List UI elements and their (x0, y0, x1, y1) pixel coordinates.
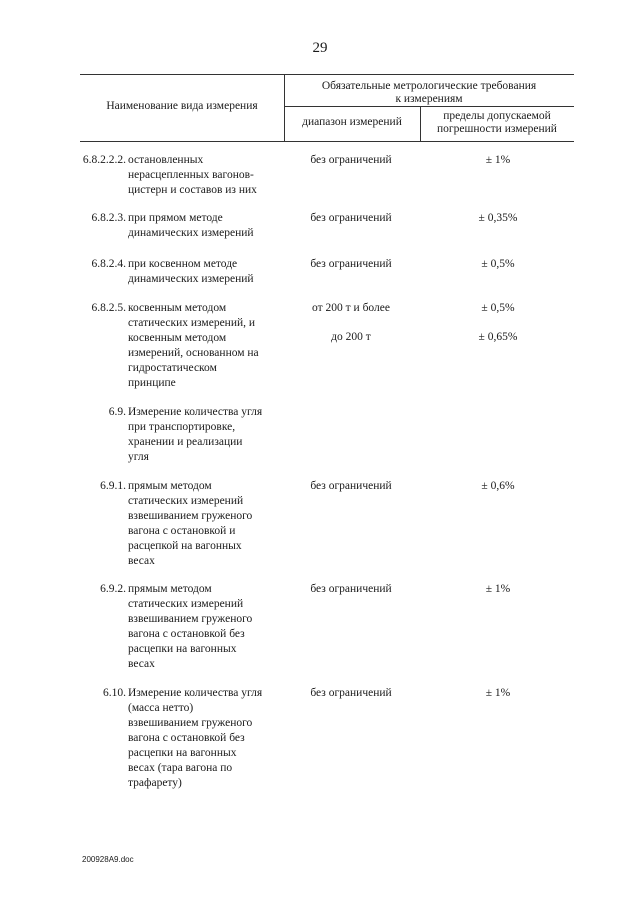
description-line: хранении и реализации (128, 436, 243, 448)
header-middle-rule (284, 106, 574, 107)
row-code: 6.8.2.2.2. (82, 154, 126, 166)
row-error-limit (436, 211, 560, 240)
description-line: косвенным методом (128, 302, 227, 314)
range-value: без ограничений (310, 480, 392, 492)
description-line: статических измерений, и (128, 317, 256, 329)
description-line: при косвенном методе (128, 258, 238, 270)
range-value: без ограничений (310, 258, 392, 270)
column-header-range: диапазон измерений (302, 116, 402, 128)
row-code: 6.9. (108, 406, 126, 418)
description-line: (масса нетто) (128, 702, 194, 714)
range-value: до 200 т (331, 331, 371, 343)
description-line: динамических измерений (128, 227, 254, 239)
description-line: цистерн и составов из них (128, 184, 257, 196)
limit-value: ± 0,6% (481, 480, 515, 492)
row-range (296, 686, 406, 715)
description-line: статических измерений (128, 495, 244, 507)
description-line: взвешиванием груженого (128, 613, 253, 625)
page-number: 29 (312, 40, 328, 56)
limits-line-2: погрешности измерений (437, 123, 557, 135)
description-line: остановленных (128, 154, 204, 166)
description-line: измерений, основанном на (128, 347, 259, 359)
description-line: принципе (128, 377, 176, 389)
description-line: весах (128, 658, 155, 670)
row-range (296, 257, 406, 286)
description-line: при транспортировке, (128, 421, 236, 433)
row-description (128, 686, 288, 791)
description-line: прямым методом (128, 480, 212, 492)
description-line: при прямом методе (128, 212, 223, 224)
limit-value: ± 1% (485, 583, 511, 595)
row-error-limit (436, 686, 560, 715)
description-line: гидростатическом (128, 362, 217, 374)
footer-filename: 200928А9.doc (82, 855, 134, 864)
description-line: вагона с остановкой без (128, 732, 245, 744)
description-line: взвешиванием груженого (128, 510, 253, 522)
column-header-limits (420, 110, 574, 136)
description-line: прямым методом (128, 583, 212, 595)
row-error-limit (436, 582, 560, 611)
description-line: Измерение количества угля (128, 687, 263, 699)
row-error-limit (436, 479, 560, 508)
description-line: угля (128, 451, 149, 463)
range-value: без ограничений (310, 687, 392, 699)
description-line: вагона с остановкой без (128, 628, 245, 640)
row-range (296, 211, 406, 240)
row-description (128, 211, 288, 241)
row-description (128, 405, 288, 465)
description-line: взвешиванием груженого (128, 717, 253, 729)
range-value: без ограничений (310, 154, 392, 166)
row-range (296, 301, 406, 359)
row-error-limit (436, 301, 560, 359)
limits-line-1: пределы допускаемой (443, 110, 551, 122)
description-line: расцепки на вагонных (128, 747, 237, 759)
limit-value: ± 1% (485, 154, 511, 166)
row-description (128, 582, 288, 672)
description-line: Измерение количества угля (128, 406, 263, 418)
description-line: вагона с остановкой и (128, 525, 236, 537)
column-header-name: Наименование вида измерения (106, 100, 258, 112)
row-code: 6.8.2.3. (91, 212, 126, 224)
limit-value: ± 0,5% (481, 302, 515, 314)
range-value: без ограничений (310, 583, 392, 595)
row-error-limit (436, 257, 560, 286)
description-line: весах (тара вагона по (128, 762, 233, 774)
description-line: статических измерений (128, 598, 244, 610)
row-description (128, 301, 288, 391)
header-top-rule (80, 74, 574, 75)
description-line: косвенным методом (128, 332, 227, 344)
description-line: весах (128, 555, 155, 567)
requirements-line-2: к измерениям (395, 93, 463, 105)
requirements-line-1: Обязательные метрологические требования (321, 80, 537, 92)
row-error-limit (436, 153, 560, 182)
range-value: без ограничений (310, 212, 392, 224)
limit-value: ± 0,35% (478, 212, 518, 224)
row-code: 6.9.2. (100, 583, 126, 595)
limit-value: ± 0,65% (478, 331, 518, 343)
row-description (128, 479, 288, 569)
row-code: 6.8.2.5. (91, 302, 126, 314)
description-line: нерасцепленных вагонов- (128, 169, 254, 181)
header-bottom-rule (80, 141, 574, 142)
row-range (296, 479, 406, 508)
table-header (80, 74, 574, 142)
limit-value: ± 1% (485, 687, 511, 699)
row-description (128, 153, 288, 198)
row-code: 6.9.1. (100, 480, 126, 492)
description-line: динамических измерений (128, 273, 254, 285)
row-range (296, 582, 406, 611)
description-line: расцепки на вагонных (128, 643, 237, 655)
column-header-requirements (284, 80, 574, 106)
row-code: 6.10. (103, 687, 126, 699)
row-code: 6.8.2.4. (91, 258, 126, 270)
description-line: расцепкой на вагонных (128, 540, 242, 552)
limit-value: ± 0,5% (481, 258, 515, 270)
range-value: от 200 т и более (312, 302, 390, 314)
row-description (128, 257, 288, 287)
description-line: трафарету) (128, 777, 182, 789)
row-range (296, 153, 406, 182)
